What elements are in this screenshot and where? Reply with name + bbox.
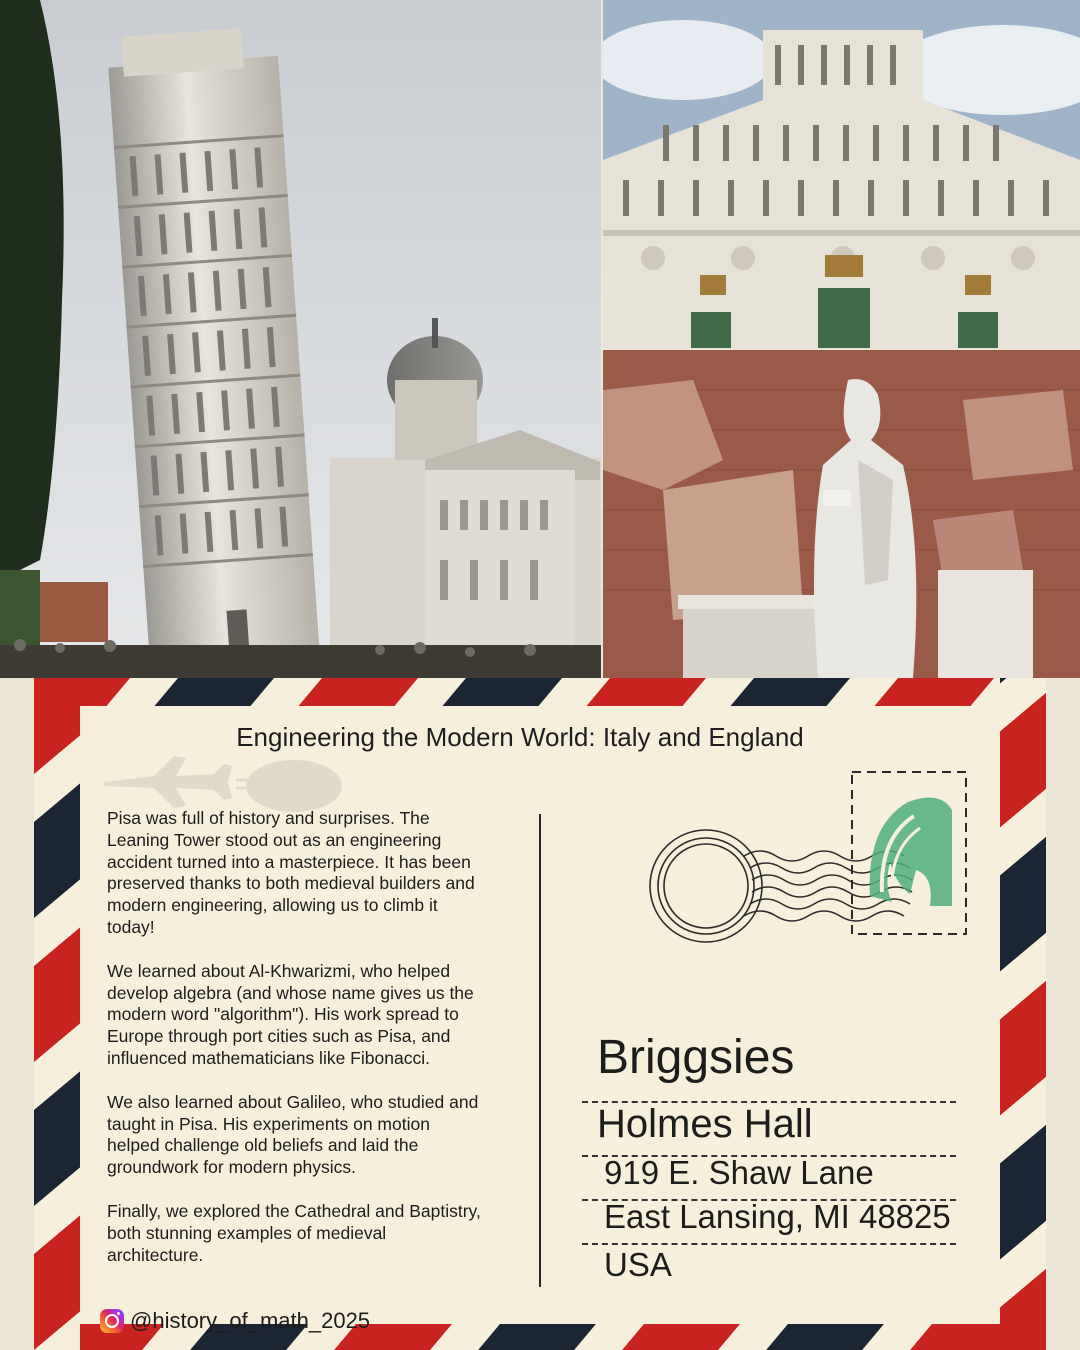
message-paragraph: Pisa was full of history and surprises. The Leaning Tower stood out as an engineering accident turned into a masterpiece. It has been preserved thanks to both medieval builders and modern engineering, allowing us to climb it today! xyxy=(107,808,475,937)
postcard xyxy=(34,678,1046,1350)
leaning-tower-photo xyxy=(0,0,601,678)
stamp-area xyxy=(640,766,980,956)
postcard-message xyxy=(107,808,487,1288)
postcard-body xyxy=(80,706,1000,1333)
spartan-helmet-icon xyxy=(870,798,952,907)
message-paragraph: Finally, we explored the Cathedral and Baptistry, both stunning examples of medieval architecture. xyxy=(107,1200,481,1265)
fibonacci-statue-photo xyxy=(603,350,1080,678)
recipient-name: Briggsies xyxy=(597,1031,795,1084)
recipient-hall: Holmes Hall xyxy=(597,1102,813,1146)
recipient-country: USA xyxy=(604,1246,672,1283)
message-paragraph: We learned about Al-Khwarizmi, who helped develop algebra (and whose name gives us the modern word "algorithm"). His work spread to Europe through port cities such as Pisa, and influenced mathematicians like Fibonacci. xyxy=(107,960,474,1068)
cathedral-facade-photo xyxy=(603,0,1080,348)
instagram-icon xyxy=(100,1309,124,1333)
postcard-title: Engineering the Modern World: Italy and England xyxy=(236,722,804,752)
recipient-street: 919 E. Shaw Lane xyxy=(604,1154,874,1191)
message-paragraph: We also learned about Galileo, who studied and taught in Pisa. His experiments on motion helped challenge old beliefs and laid the groundwork for modern physics. xyxy=(107,1091,479,1178)
recipient-city: East Lansing, MI 48825 xyxy=(604,1198,951,1235)
postcard-divider xyxy=(539,814,541,1287)
instagram-handle: @history_of_math_2025 xyxy=(130,1308,371,1333)
instagram-tag xyxy=(100,1306,370,1336)
address-line xyxy=(582,1243,956,1245)
